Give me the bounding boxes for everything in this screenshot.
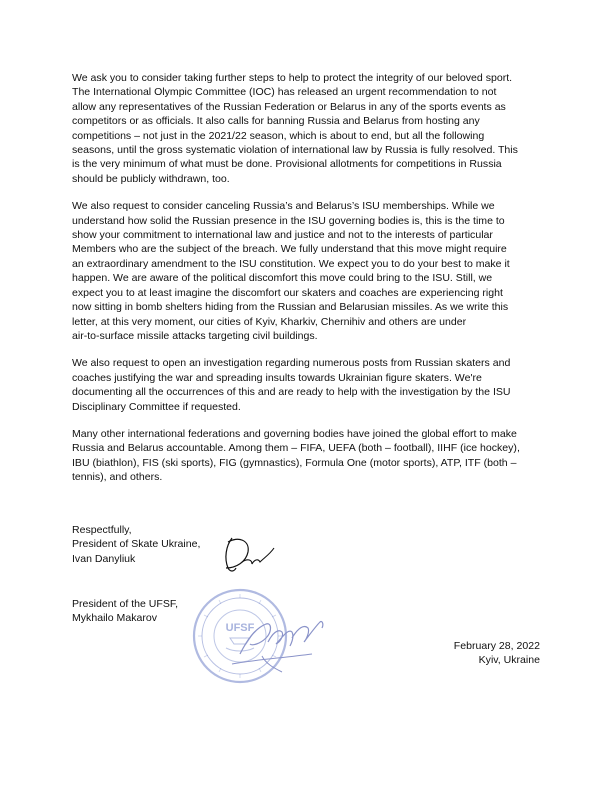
paragraph-line: happen. We are aware of the political discomfort this move could bring to the ISU. Still, we (72, 272, 493, 285)
paragraph-line: expect you to at least imagine the discomfort our skaters and coaches are experiencing right (72, 286, 503, 299)
paragraph-line: allow any representatives of the Russian Federation or Belarus in any of the sports events as (72, 100, 506, 113)
letter-date: February 28, 2022 (453, 640, 540, 652)
second-signatory-name: Mykhailo Makarov (72, 612, 157, 625)
paragraph-line: is the very minimum of what must be done. Provisional allotments for competitions in Russia (72, 158, 502, 171)
paragraph-line: should be publicly withdrawn, too. (72, 172, 230, 185)
signatory-name: Ivan Danyliuk (72, 552, 136, 565)
paragraph-line: understand how solid the Russian presence in the ISU governing bodies is, this is the time to (72, 214, 505, 227)
letter-place: Kyiv, Ukraine (478, 654, 540, 667)
paragraph-line: We also request to consider canceling Russia’s and Belarus’s ISU memberships. While we (72, 200, 495, 213)
seal-text: UFSF (225, 622, 255, 634)
paragraph-line: Members who are the subject of the breach. We fully understand that this move might require (72, 243, 507, 256)
signature-danyliuk (218, 532, 278, 576)
signatory-title: President of Skate Ukraine, (72, 538, 201, 551)
letter-body (72, 71, 544, 498)
paragraph-line: Russia and Belarus accountable. Among them – FIFA, UEFA (both – football), IIHF (ice hockey), (72, 442, 520, 455)
paragraph-3 (72, 356, 544, 414)
paragraph-line: We ask you to consider taking further steps to help to protect the integrity of our beloved sport. (72, 72, 513, 84)
paragraph-line: competitors or as officials. It also calls for banning Russia and Belarus from hosting any (72, 115, 480, 128)
paragraph-line: The International Olympic Committee (IOC) has released an urgent recommendation to not (72, 86, 497, 99)
paragraph-line: We also request to open an investigation regarding numerous posts from Russian skaters and (72, 357, 511, 370)
closing-block (72, 523, 200, 566)
paragraph-2 (72, 199, 544, 343)
paragraph-1 (72, 71, 544, 186)
paragraph-line: competitions – not just in the 2021/22 season, which is about to end, but all the following (72, 129, 485, 142)
paragraph-line: IBU (biathlon), FIS (ski sports), FIG (gymnastics), Formula One (motor sports), ATP, ITF (both – (72, 456, 517, 469)
paragraph-line: an extraordinary amendment to the ISU constitution. We expect you to do your best to make it (72, 257, 510, 270)
signature-makarov (222, 598, 342, 678)
paragraph-line: show your commitment to international law and justice and not to the interests of particular (72, 229, 493, 242)
paragraph-line: documenting all the occurrences of this and are ready to help with the investigation by the ISU (72, 386, 511, 399)
paragraph-4 (72, 427, 544, 485)
date-place-block (454, 639, 540, 668)
second-signatory-title: President of the UFSF, (72, 598, 179, 610)
paragraph-line: letter, at this very moment, our cities of Kyiv, Kharkiv, Chernihiv and others are under (72, 315, 467, 328)
paragraph-line: coaches justifying the war and spreading insults towards Ukrainian figure skaters. We're (72, 371, 482, 384)
second-signatory-block (72, 597, 178, 626)
paragraph-line: air-to-surface missile attacks targeting civil buildings. (72, 329, 318, 342)
paragraph-line: tennis), and others. (72, 471, 163, 484)
paragraph-line: now sitting in bomb shelters hiding from the Russian and Belarusian missiles. As we write this (72, 301, 509, 314)
paragraph-line: seasons, until the gross systematic violation of international law by Russia is fully resolved. This (72, 144, 518, 157)
paragraph-line: Disciplinary Committee if requested. (72, 400, 241, 413)
closing-salutation: Respectfully, (72, 524, 132, 536)
paragraph-line: Many other international federations and governing bodies have joined the global effort to make (72, 427, 517, 440)
